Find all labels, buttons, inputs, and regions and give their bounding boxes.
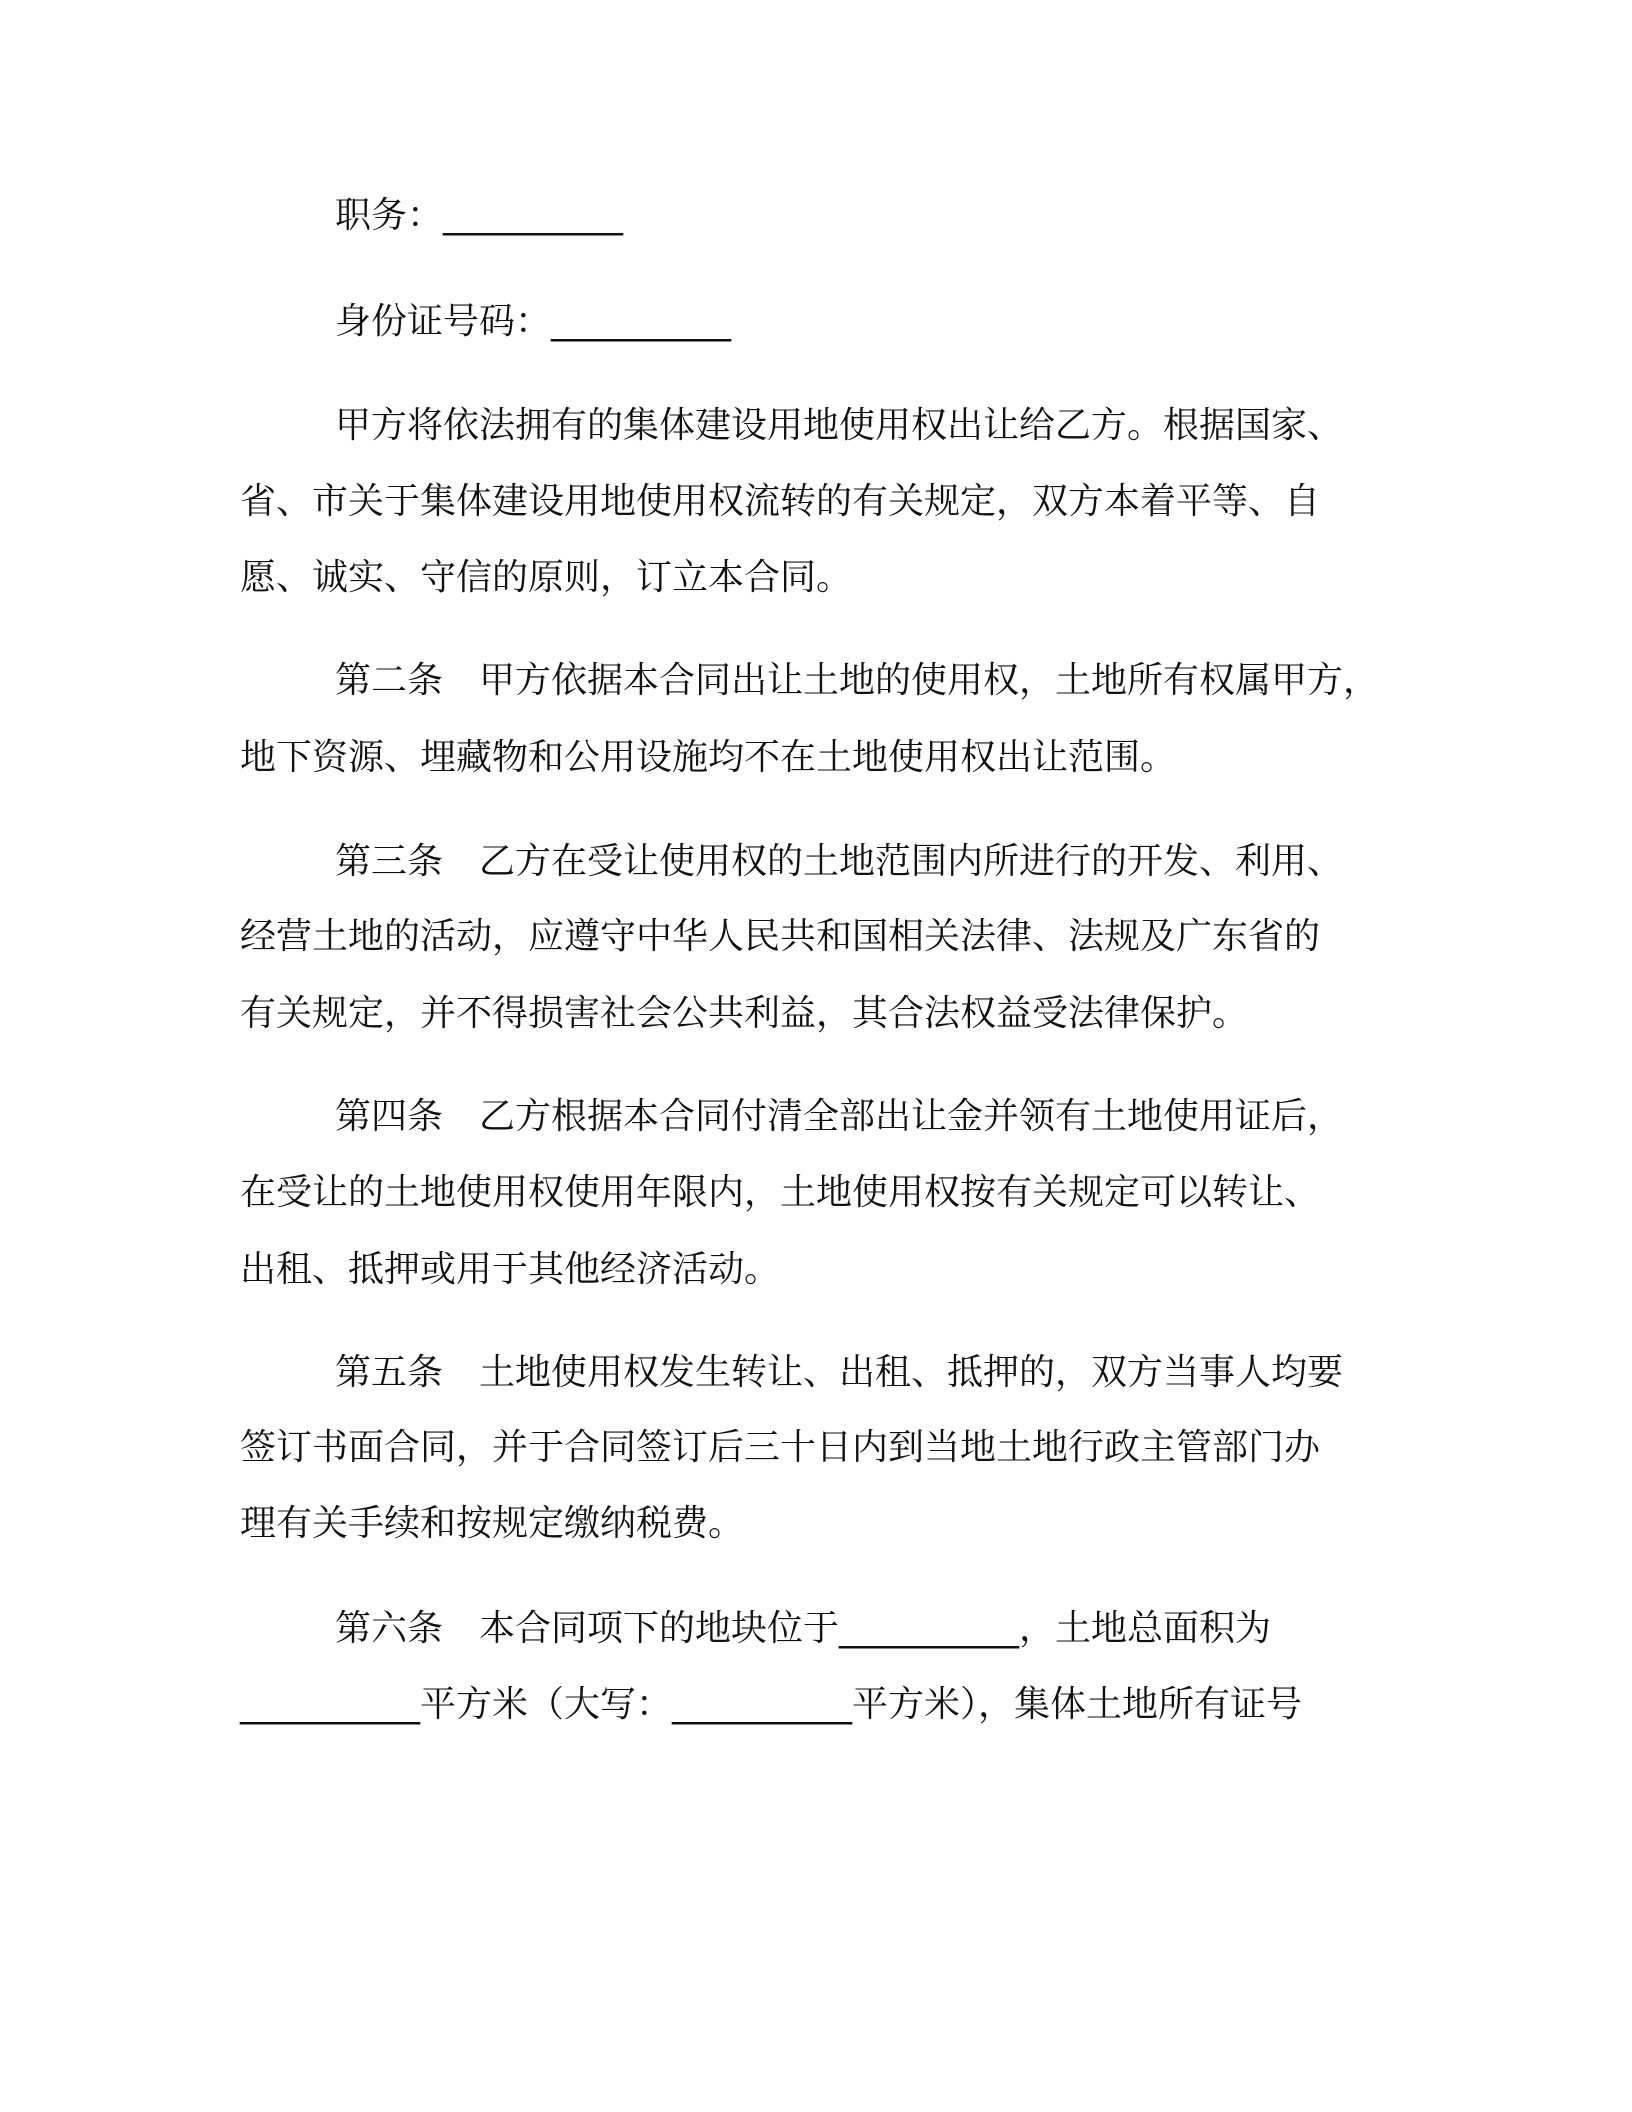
article-5-line-3: 理有关手续和按规定缴纳税费。 xyxy=(240,1503,745,1544)
article-4-line-3: 出租、抵押或用于其他经济活动。 xyxy=(240,1249,781,1290)
intro-paragraph-line-1: 甲方将依法拥有的集体建设用地使用权出让给乙方。根据国家、 xyxy=(335,405,1344,446)
article-4-line-1: 第四条 乙方根据本合同付清全部出让金并领有土地使用证后， xyxy=(335,1096,1344,1137)
article-3-line-3: 有关规定，并不得损害社会公共利益，其合法权益受法律保护。 xyxy=(240,993,1249,1034)
article-2-line-2: 地下资源、埋藏物和公用设施均不在土地使用权出让范围。 xyxy=(240,737,1177,778)
article-6-line-2: __________平方米（大写：__________平方米），集体土地所有证号 xyxy=(240,1684,1303,1725)
article-5-line-2: 签订书面合同，并于合同签订后三十日内到当地土地行政主管部门办 xyxy=(240,1427,1321,1468)
article-4-line-2: 在受让的土地使用权使用年限内，土地使用权按有关规定可以转让、 xyxy=(240,1172,1321,1213)
intro-paragraph-line-3: 愿、诚实、守信的原则，订立本合同。 xyxy=(240,557,853,598)
article-3-line-1: 第三条 乙方在受让使用权的土地范围内所进行的开发、利用、 xyxy=(335,841,1344,882)
article-6-line-1: 第六条 本合同项下的地块位于__________，土地总面积为 xyxy=(335,1608,1272,1649)
intro-paragraph-line-2: 省、市关于集体建设用地使用权流转的有关规定，双方本着平等、自 xyxy=(240,481,1321,522)
id-number-field-line: 身份证号码：__________ xyxy=(335,301,732,342)
article-3-line-2: 经营土地的活动，应遵守中华人民共和国相关法律、法规及广东省的 xyxy=(240,916,1321,957)
position-field-line: 职务：__________ xyxy=(335,195,624,236)
article-5-line-1: 第五条 土地使用权发生转让、出租、抵押的，双方当事人均要 xyxy=(335,1352,1344,1393)
article-2-line-1: 第二条 甲方依据本合同出让土地的使用权，土地所有权属甲方， xyxy=(335,660,1380,701)
